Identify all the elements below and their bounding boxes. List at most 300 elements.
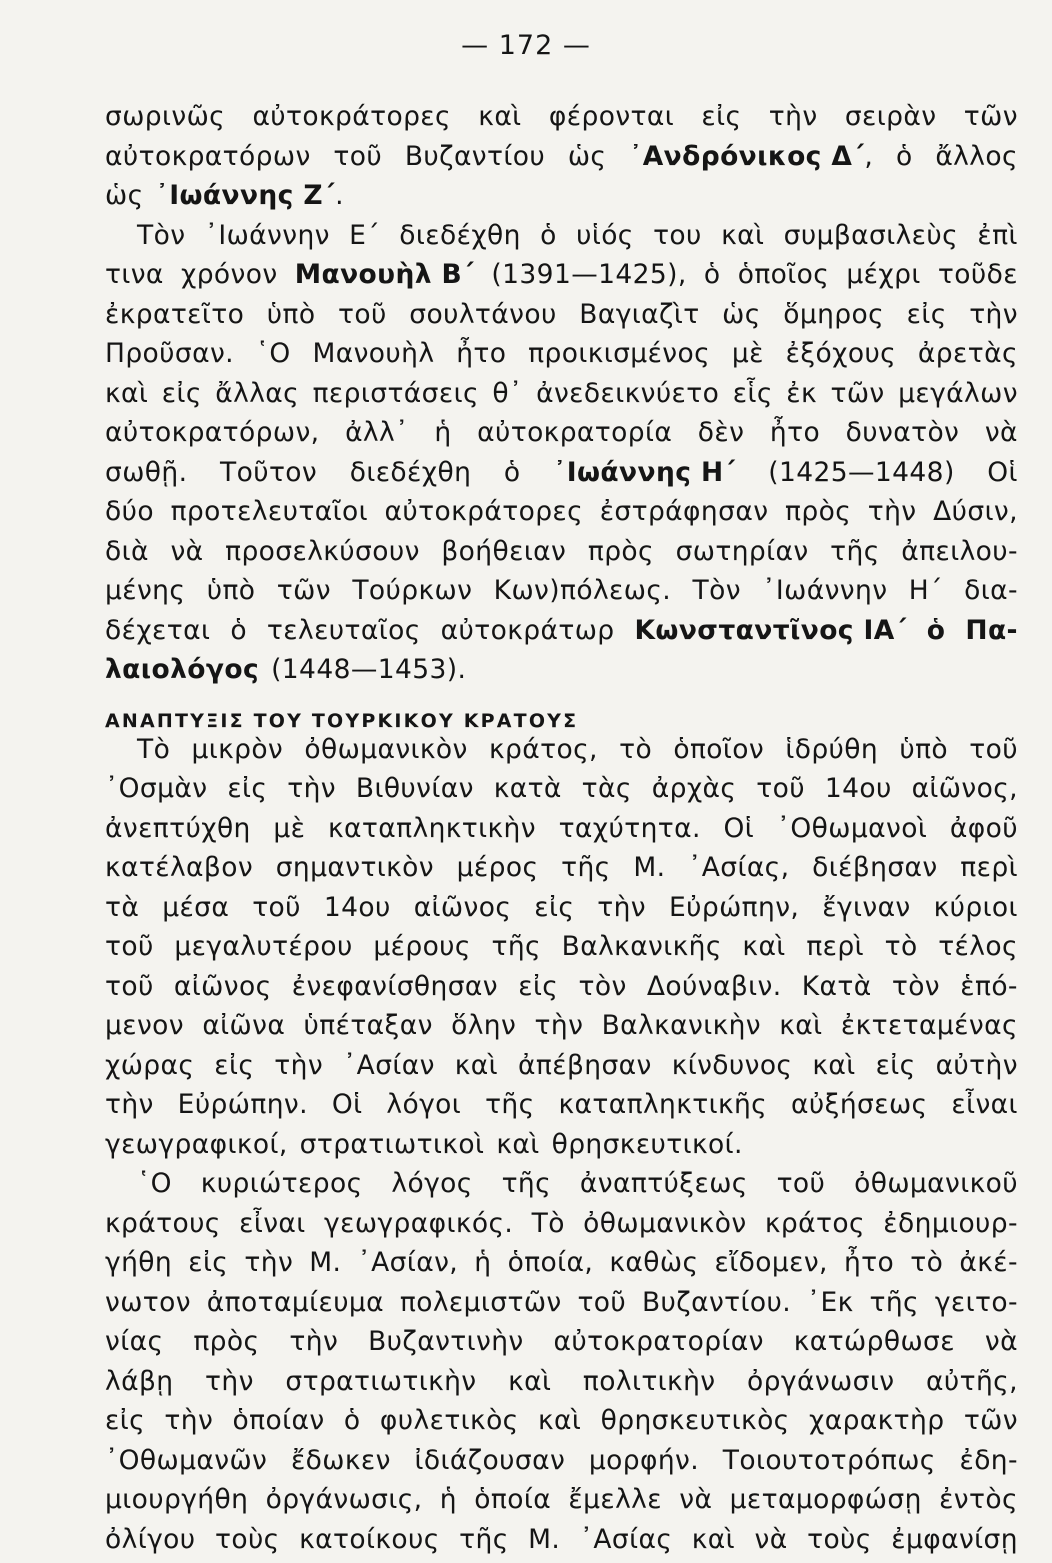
word: θρησκευτικὸς [601,1405,790,1436]
word: Τὸ [532,1208,565,1239]
word: καὶ [478,101,521,132]
word: υἱός [576,220,634,251]
word: ἐκρατεῖτο [105,299,244,330]
word: κράτος, [489,734,598,765]
word: κατέλαβον [105,852,253,883]
word: τοὺς [807,1524,872,1555]
word: καταπληκτικὴν [328,813,536,844]
word: τὴν [969,299,1018,330]
word: αὐτῆς, [926,1366,1018,1397]
word: ἀναπτύξεως [580,1168,748,1199]
word: καὶ [721,220,764,251]
word: εἰς [105,1405,145,1436]
word: ταχύτητα. [559,813,701,844]
word: μέχρι [846,259,920,290]
word: Προῦσαν. [105,338,234,369]
word: τοῦ [969,734,1018,765]
paragraph-block-1 [105,101,1018,694]
word: Βιθυνίαν [356,773,474,804]
text-line [105,457,1018,497]
word: ὁ [504,457,521,488]
word: ὁποίαν [233,1405,325,1436]
word: (1391—1425), [491,259,686,290]
word: ὀργάνωσιν [747,1366,894,1397]
word: νὰ [679,1484,712,1515]
word: Δύσιν, [933,496,1018,527]
word: ὁ [896,141,913,172]
word: καθὼς [609,1247,698,1278]
word: Τὸν [137,220,185,251]
word: καὶ [496,1129,539,1160]
word: χαρακτὴρ [809,1405,944,1436]
word: ᾿Ιωάννην [762,575,887,606]
word: (1448—1453). [271,654,466,685]
word: εἰς [188,1247,228,1278]
word: καὶ [692,1524,735,1555]
word: Τὸ [137,734,170,765]
text-line [105,1247,1018,1287]
word: ἐκτεταμένας [841,1010,1018,1041]
word: ὡς [722,299,761,330]
word: λόγος [391,1168,472,1199]
word: φυλετικὸς [380,1405,519,1436]
word: καὶ [779,1010,822,1041]
word: εἷς [733,378,773,409]
word: καὶ [105,378,148,409]
word: τῶν [964,101,1018,132]
word: τελευταῖος [267,615,421,646]
word: τοῦ [577,1287,626,1318]
word: στρατιωτικοὶ [300,1129,485,1160]
word: ὁποία [474,1484,551,1515]
word: νὰ [985,1326,1018,1357]
word: λόγοι [386,1089,461,1120]
word: μὲ [732,338,764,369]
word: αὐτοκράτορες [252,101,451,132]
word: τὰ [105,892,139,923]
word: πολεμιστῶν [400,1287,562,1318]
word: ἦτο [770,417,820,448]
word: τὴν [597,892,646,923]
text-line [105,1129,1018,1169]
word: τοῦδε [938,259,1018,290]
word: τὴν [535,1010,584,1041]
word: αὐξήσεως [791,1089,927,1120]
text-line [105,1484,1018,1524]
word: αὐτοκρατόρων [105,141,311,172]
word: 14ου [825,773,892,804]
word: Τούρκων [352,575,472,606]
word: ὀθωμανικὸν [583,1208,746,1239]
word: κίνδυνος [672,1050,793,1081]
page-number: — 172 — [0,30,1052,61]
word: ἡ [440,1484,457,1515]
word: ᾿Ιωάννης Ζ΄. [156,180,344,211]
text-line [105,1168,1018,1208]
word: μὲ [273,813,305,844]
word: ὀθωμανικὸν [304,734,467,765]
text-line [105,1089,1018,1129]
word: ὁ [927,615,946,646]
word: λάβῃ [105,1366,173,1397]
word: τῆς [561,852,611,883]
word: αὐτοκρατόρων, [105,417,319,448]
word: ἀφοῦ [950,813,1018,844]
text-line [105,141,1018,181]
word: τὸν [578,971,626,1002]
word: τὴν [274,1050,323,1081]
word: τὴν [205,1366,254,1397]
word: τοῦ [333,141,382,172]
word: προικισμένος [528,338,710,369]
word: δὲν [698,417,745,448]
text-line [105,1287,1018,1327]
word: τὰς [582,773,632,804]
text-line [105,931,1018,971]
word: ἀνεδεικνύετο [536,378,719,409]
text-line [105,971,1018,1011]
word: ᾿Οθωμανῶν [105,1445,267,1476]
word: τῶν [277,575,331,606]
word: μένης [105,575,185,606]
word: περιστάσεις [313,378,479,409]
word: σημαντικὸν [276,852,434,883]
text-line [105,1405,1018,1445]
word: τῆς [869,1287,919,1318]
word: ἄλλος [935,141,1018,172]
word: τῆς [830,536,880,567]
text-line [105,378,1018,418]
word: καὶ [538,1405,581,1436]
word: τὸ [885,931,918,962]
text-line [105,299,1018,339]
word: αἰῶνος [174,971,272,1002]
word: πρὸς [785,496,851,527]
word: ἀκέ- [959,1247,1018,1278]
word: ᾿Ασίας, [688,852,789,883]
word: ἦτο [844,1247,894,1278]
word: ὁ [230,615,247,646]
word: βοήθειαν [441,536,566,567]
word: τοῦ [756,773,805,804]
word: προτελευταῖοι [171,496,368,527]
word: νὰ [985,417,1018,448]
word: φέρονται [549,101,674,132]
word: μέρους [373,931,471,962]
word: μέρος [457,852,539,883]
word: δύο [105,496,154,527]
word: καὶ [508,1366,551,1397]
word: κατώρθωσε [794,1326,955,1357]
word: ὁ [540,220,557,251]
word: Μ. [633,852,665,883]
word: αὐτοκράτωρ [441,615,615,646]
word: γεωγραφικός. [324,1208,513,1239]
text-line [105,536,1018,576]
word: εἰς [518,971,558,1002]
word: τοῦ [252,892,301,923]
word: εἰς [214,1050,254,1081]
word: ᾿Οθωμανοὶ [777,813,927,844]
word: κύριοι [934,892,1018,923]
word: Εὐρώπην, [669,892,799,923]
word: λαιολόγος [105,654,259,685]
word: ἀπέβησαν [518,1050,652,1081]
word: τῶν [964,1405,1018,1436]
word: ῾Ο [137,1168,172,1199]
word: δυνατὸν [846,417,960,448]
text-line [105,101,1018,141]
word: ἐκ [786,378,817,409]
word: τὴν [868,496,917,527]
word: τινα [105,259,164,290]
word: ἑπό- [960,971,1018,1002]
word: ὀθωμανικοῦ [854,1168,1018,1199]
word: δέχεται [105,615,210,646]
word: ἀρετὰς [918,338,1018,369]
word: αὐτοκράτορες [385,496,584,527]
word: σωθῇ. [105,457,187,488]
word: ἐμφανίσῃ [891,1524,1018,1555]
word: Μανουὴλ Β΄ [295,259,475,290]
word: Κωνσταντῖνος ΙΑ΄ [634,615,906,646]
section-heading: ΑΝΑΠΤΥΞΙΣ ΤΟΥ ΤΟΥΡΚΙΚΟΥ ΚΡΑΤΟΥΣ [105,694,1018,734]
word: ὁ [344,1405,361,1436]
word: σωτηρίαν [676,536,809,567]
word: Η΄ [909,575,943,606]
word: ᾿Ασίας [580,1524,673,1555]
word: τὴν [105,1089,154,1120]
word: Οἱ [332,1089,363,1120]
word: αὐτοκρατορίαν [554,1326,764,1357]
word: ἀποταμίευμα [207,1287,384,1318]
word: περὶ [960,852,1018,883]
word: ἐξόχους [786,338,897,369]
word: πρὸς [193,1326,259,1357]
word: τὴν [289,1326,338,1357]
word: ἔδωκεν [291,1445,391,1476]
word: ᾿Ιωάννης Η΄ [553,457,736,488]
word: καὶ [455,1050,498,1081]
word: τῆς [492,931,542,962]
text-line [105,338,1018,378]
word: κράτους [105,1208,221,1239]
word: ἔγιναν [822,892,910,923]
word: σουλτάνου [409,299,556,330]
word: τὴν [769,101,818,132]
word: γεωγραφικοί, [105,1129,288,1160]
paragraph-block-2 [105,734,1018,1563]
word: περὶ [806,931,864,962]
word: κυριώτερος [201,1168,363,1199]
word: ὅμηρος [783,299,884,330]
word: τοῦ [338,299,387,330]
word: Βαγιαζὶτ [579,299,699,330]
word: καὶ [812,1050,855,1081]
word: τοῦ [105,971,154,1002]
word: ὑπὸ [267,299,316,330]
word: εἰς [162,378,202,409]
word: ὀργάνωσις, [266,1484,423,1515]
word: ᾿Οσμὰν [105,773,207,804]
word: νὰ [755,1524,788,1555]
word: κατοίκους [299,1524,440,1555]
word: ἀρχὰς [652,773,737,804]
word: θ᾿ [492,378,522,409]
text-line [105,813,1018,853]
word: Οἱ [987,457,1018,488]
word: ᾿Εκ [807,1287,854,1318]
word: Τοῦτον [220,457,317,488]
text-line [105,1524,1018,1563]
word: εἶναι [951,1089,1018,1120]
text-line [105,180,1018,220]
word: αἰῶνος, [912,773,1018,804]
word: ἐδημιουρ- [883,1208,1018,1239]
word: ὡς [105,180,144,211]
word: ἡ [474,1247,491,1278]
text-line [105,654,1018,694]
word: ὑπὸ [899,734,948,765]
word: ὑπέταξαν [304,1010,433,1041]
text-line [105,259,1018,299]
word: ὁποία, [508,1247,594,1278]
word: ἐδη- [959,1445,1018,1476]
text-line [105,417,1018,457]
text-column [105,101,1018,1563]
word: εἶναι [239,1208,306,1239]
word: αὐτοκρατορία [477,417,672,448]
word: ἀλλ᾿ [345,417,409,448]
text-line [105,496,1018,536]
word: ἦτο [456,338,506,369]
word: πολιτικὴν [583,1366,716,1397]
word: εἰς [534,892,574,923]
word: ὅλην [451,1010,516,1041]
word: ἐπὶ [977,220,1017,251]
word: ὡς [568,141,607,172]
word: αἰῶνος [414,892,512,923]
word: Βυζαντίου. [642,1287,791,1318]
word: ἄλλας [215,378,299,409]
text-line [105,1366,1018,1406]
word: Βαλκανικὴν [602,1010,761,1041]
text-line [105,734,1018,774]
word: ἐστράφησαν [600,496,769,527]
word: διεδέχθη [399,220,521,251]
word: εἰς [876,1050,916,1081]
word: Βυζαντίου [405,141,545,172]
word: μέσα [162,892,229,923]
word: ἱδρύθη [785,734,878,765]
word: τὴν [244,1247,293,1278]
word: ἔμελλε [568,1484,662,1515]
word: εἰς [701,101,741,132]
word: τοὺς [215,1524,280,1555]
text-line [105,1208,1018,1248]
word: χρόνον [181,259,278,290]
word: σειρὰν [845,101,937,132]
word: τὸ [619,734,652,765]
word: ᾿Ιωάννην [205,220,330,251]
word: πρὸς [588,536,654,567]
word: ὀλίγου [105,1524,196,1555]
word: κατὰ [494,773,562,804]
word: ὁ [704,259,721,290]
word: μενον [105,1010,184,1041]
word: τὴν [287,773,336,804]
word: δια- [964,575,1018,606]
word: ἡ [434,417,451,448]
word: τῆς [485,1089,535,1120]
word: θρησκευτικοί. [552,1129,743,1160]
word: 14ου [324,892,391,923]
word: Πα- [965,615,1018,646]
word: τῆς [502,1168,552,1199]
word: τοῦ [105,931,154,962]
word: γήθη [105,1247,172,1278]
word: ᾿Ασίαν, [358,1247,459,1278]
word: μικρὸν [191,734,283,765]
word: ᾿Ασίαν [343,1050,435,1081]
word: τὴν [164,1405,213,1436]
word: καὶ [742,931,785,962]
word: γειτο- [935,1287,1018,1318]
word: Τοιουτοτρόπως [723,1445,936,1476]
word: ἀπειλου- [901,536,1018,567]
word: Εὐρώπην. [178,1089,308,1120]
word: νωτον [105,1287,191,1318]
word: τῶν [830,378,884,409]
word: Ε΄ [349,220,380,251]
word: μεγάλων [898,378,1018,409]
word: σωρινῶς [105,101,225,132]
word: ᾿Ανδρόνικος Δ΄, [629,141,873,172]
word: ὁποῖον [673,734,764,765]
word: μεγαλυτέρου [174,931,352,962]
word: διὰ [105,536,149,567]
word: ῾Ο [256,338,291,369]
word: Βαλκανικῆς [562,931,722,962]
text-line [105,1326,1018,1366]
word: Βυζαντινὴν [368,1326,524,1357]
word: Τὸν [693,575,741,606]
word: τοῦ [777,1168,826,1199]
text-line [105,1050,1018,1090]
word: μορφήν. [589,1445,699,1476]
text-line [105,615,1018,655]
word: Κατὰ [802,971,872,1002]
word: συμβασιλεὺς [784,220,958,251]
word: νίας [105,1326,163,1357]
word: του [653,220,702,251]
word: Μ. [528,1524,560,1555]
word: ἰδιάζουσαν [415,1445,566,1476]
word: στρατιωτικὴν [285,1366,476,1397]
word: ἐντὸς [939,1484,1018,1515]
word: προσελκύσουν [225,536,420,567]
word: Μανουὴλ [312,338,434,369]
word: Κων)πόλεως. [494,575,671,606]
word: ἐνεφανίσθησαν [292,971,498,1002]
text-line [105,892,1018,932]
word: εἴδομεν, [715,1247,828,1278]
text-line [105,575,1018,615]
word: νὰ [170,536,203,567]
text-line [105,220,1018,260]
word: Μ. [309,1247,341,1278]
word: τὸν [892,971,940,1002]
